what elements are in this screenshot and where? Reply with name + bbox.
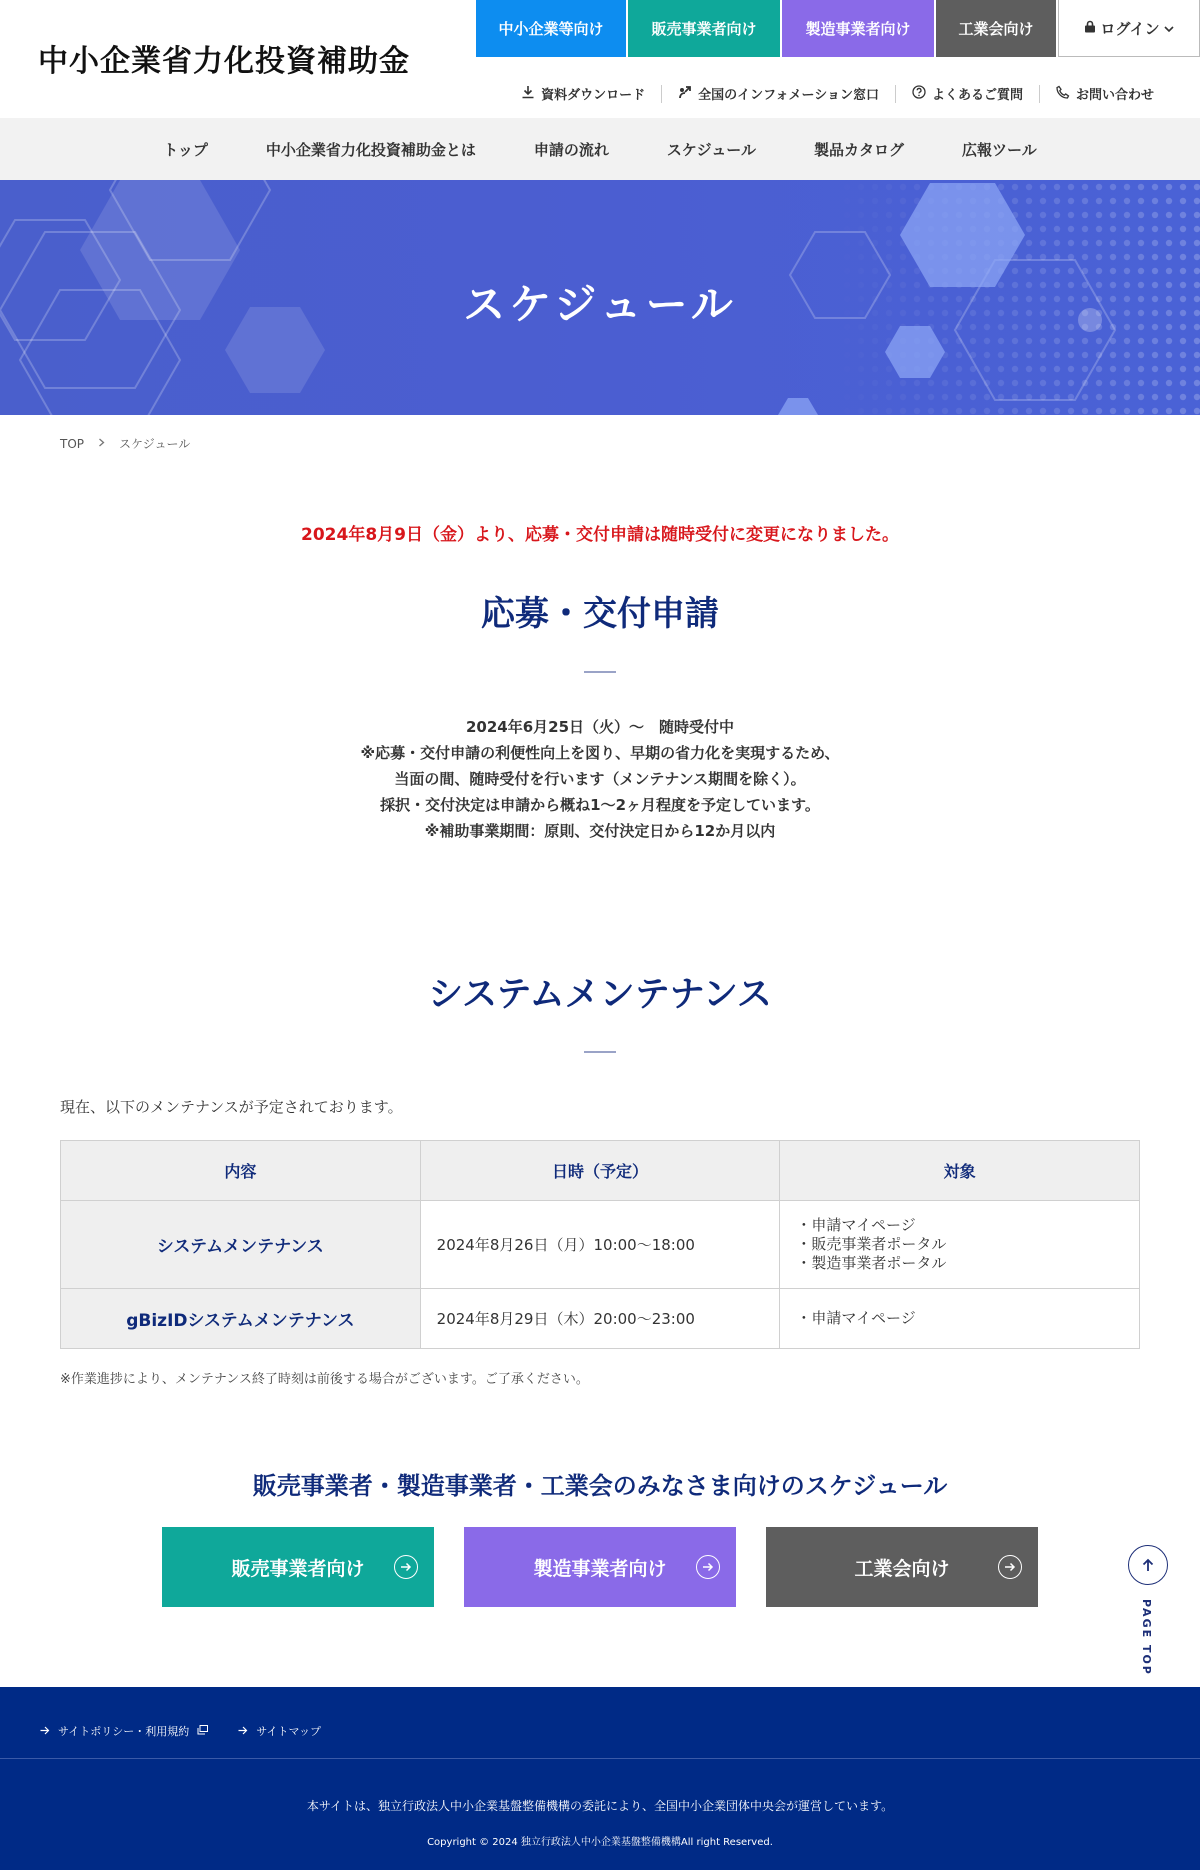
footer-divider <box>0 1758 1200 1759</box>
target-item: ・製造事業者ポータル <box>796 1254 947 1272</box>
table-row <box>61 1289 1140 1349</box>
contact-link[interactable] <box>1040 84 1170 103</box>
maintenance-name: システムメンテナンス <box>61 1201 421 1289</box>
site-policy-label: サイトポリシー・利用規約 <box>58 1725 190 1738</box>
support-icon <box>678 85 692 103</box>
site-policy-link[interactable] <box>40 1723 208 1739</box>
breadcrumb <box>60 435 190 452</box>
application-line: 採択・交付決定は申請から概ね1〜2ヶ月程度を予定しています。 <box>380 796 820 814</box>
column-header-content: 内容 <box>61 1141 421 1201</box>
arrow-right-icon <box>40 1725 50 1738</box>
nav-pr-tools[interactable]: 広報ツール <box>962 140 1037 159</box>
tab-industry-associations[interactable]: 工業会向け <box>936 0 1056 57</box>
industry-associations-schedule-button[interactable] <box>766 1527 1038 1607</box>
target-item: ・申請マイページ <box>796 1309 916 1327</box>
phone-icon <box>1056 85 1070 103</box>
application-line: ※補助事業期間：原則、交付決定日から12か月以内 <box>424 822 776 840</box>
sellers-schedule-button[interactable] <box>162 1527 434 1607</box>
faq-label: よくあるご質問 <box>931 88 1023 103</box>
tab-sme[interactable]: 中小企業等向け <box>476 0 626 57</box>
lock-icon <box>1084 19 1096 37</box>
column-header-target: 対象 <box>780 1141 1140 1201</box>
arrow-right-circle-icon <box>394 1555 418 1579</box>
manufacturers-schedule-button[interactable] <box>464 1527 736 1607</box>
sitemap-link[interactable] <box>238 1723 321 1739</box>
page-top-button[interactable] <box>1128 1545 1168 1676</box>
utility-links <box>505 84 1170 103</box>
contact-label: お問い合わせ <box>1075 88 1154 103</box>
button-label: 販売事業者向け <box>231 1557 365 1580</box>
global-nav <box>0 118 1200 180</box>
info-desk-label: 全国のインフォメーション窓口 <box>698 88 879 103</box>
button-label: 工業会向け <box>854 1557 950 1580</box>
audience-tabs <box>474 0 1200 57</box>
page-top-label: PAGE TOP <box>1140 1599 1153 1676</box>
nav-top[interactable]: トップ <box>163 140 208 159</box>
login-label: ログイン <box>1100 19 1160 38</box>
audience-schedule-buttons <box>162 1527 1038 1607</box>
footer-links <box>40 1723 321 1739</box>
table-header-row <box>61 1141 1140 1201</box>
download-icon <box>521 85 535 103</box>
arrow-up-icon <box>1128 1545 1168 1585</box>
arrow-right-icon <box>238 1725 248 1738</box>
application-line: 当面の間、随時受付を行います（メンテナンス期間を除く）。 <box>394 770 806 788</box>
site-title[interactable]: 中小企業省力化投資補助金 <box>38 44 410 79</box>
heading-divider <box>584 1051 616 1053</box>
faq-link[interactable] <box>896 84 1039 103</box>
arrow-right-circle-icon <box>998 1555 1022 1579</box>
maintenance-date: 2024年8月29日（木）20:00〜23:00 <box>420 1289 780 1349</box>
page-title: スケジュール <box>463 280 737 329</box>
maintenance-heading: システムメンテナンス <box>428 975 772 1015</box>
copyright: Copyright © 2024 独立行政法人中小企業基盤整備機構All right Reserved. <box>427 1837 773 1848</box>
maintenance-table <box>60 1140 1140 1349</box>
breadcrumb-current: スケジュール <box>119 437 191 451</box>
info-desk-link[interactable] <box>662 84 895 103</box>
application-line: 2024年6月25日（火）〜 随時受付中 <box>465 718 735 736</box>
chevron-down-icon <box>1164 19 1174 37</box>
maintenance-footnote: ※作業進捗により、メンテナンス終了時刻は前後する場合がございます。ご了承ください。 <box>60 1372 589 1387</box>
column-header-datetime: 日時（予定） <box>420 1141 780 1201</box>
site-footer <box>0 1687 1200 1870</box>
nav-flow[interactable]: 申請の流れ <box>533 140 609 159</box>
download-label: 資料ダウンロード <box>541 88 646 103</box>
nav-schedule[interactable]: スケジュール <box>666 140 756 159</box>
external-window-icon <box>197 1725 208 1738</box>
breadcrumb-top-link[interactable]: TOP <box>60 436 85 451</box>
download-link[interactable] <box>505 84 661 103</box>
tab-manufacturers[interactable]: 製造事業者向け <box>782 0 934 57</box>
heading-divider <box>584 671 616 673</box>
button-label: 製造事業者向け <box>533 1557 667 1580</box>
nav-about[interactable]: 中小企業省力化投資補助金とは <box>265 140 476 159</box>
login-button[interactable] <box>1058 0 1200 57</box>
sitemap-label: サイトマップ <box>256 1725 322 1738</box>
hero-banner <box>0 180 1200 415</box>
application-details <box>0 714 1200 844</box>
table-row <box>61 1201 1140 1289</box>
notice-text: 2024年8月9日（金）より、応募・交付申請は随時受付に変更になりました。 <box>301 525 899 545</box>
maintenance-targets <box>780 1201 1140 1289</box>
question-icon <box>912 85 926 103</box>
application-heading: 応募・交付申請 <box>481 594 719 634</box>
tab-sellers[interactable]: 販売事業者向け <box>628 0 780 57</box>
footer-note: 本サイトは、独立行政法人中小企業基盤整備機構の委託により、全国中小企業団体中央会が運営しています。 <box>306 1799 894 1813</box>
audience-schedule-heading: 販売事業者・製造事業者・工業会のみなさま向けのスケジュール <box>252 1472 948 1500</box>
maintenance-targets <box>780 1289 1140 1349</box>
nav-catalog[interactable]: 製品カタログ <box>813 140 904 159</box>
target-item: ・申請マイページ <box>796 1216 916 1234</box>
application-line: ※応募・交付申請の利便性向上を図り、早期の省力化を実現するため、 <box>360 744 840 762</box>
maintenance-intro: 現在、以下のメンテナンスが予定されております。 <box>60 1098 403 1116</box>
site-header <box>0 0 1200 118</box>
target-item: ・販売事業者ポータル <box>796 1235 947 1253</box>
arrow-right-circle-icon <box>696 1555 720 1579</box>
maintenance-date: 2024年8月26日（月）10:00〜18:00 <box>420 1201 780 1289</box>
maintenance-name: gBizIDシステムメンテナンス <box>61 1289 421 1349</box>
chevron-right-icon <box>98 437 105 450</box>
